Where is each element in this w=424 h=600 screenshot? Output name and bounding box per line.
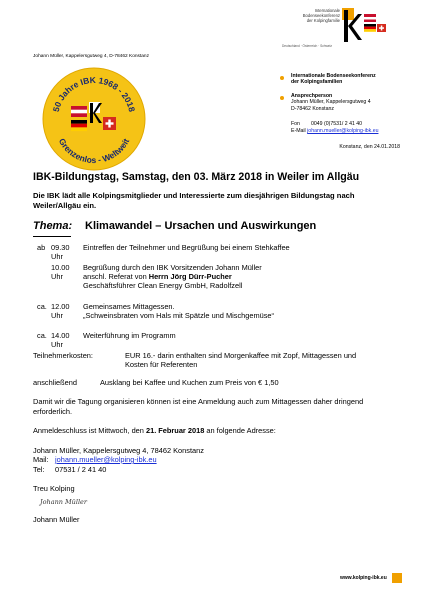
badge-top-text: 50 Jahre IBK 1968 - 2018 [50, 74, 138, 113]
org-bullet-icon [280, 76, 284, 80]
mail-link[interactable]: johann.mueller@kolping-ibk.eu [55, 455, 157, 464]
fon-value: 0049 (0)7531/ 2 41 40 [311, 121, 363, 127]
program-desc-line: Begrüßung durch den IBK Vorsitzenden Johann Müller [83, 263, 262, 272]
footer-url-text: www.kolping-ibk.eu [340, 575, 387, 581]
logo-line-1: Internationale [314, 8, 340, 13]
referat-prefix: anschl. Referat von [83, 272, 149, 282]
fon-label: Fon [291, 121, 300, 127]
program-prefix: ca. [37, 302, 47, 311]
footer-url[interactable] [340, 575, 387, 581]
anniversary-badge [41, 66, 147, 172]
contact-block [291, 93, 371, 112]
address-line: Johann Müller, Kappelersgutweg 4, 78462 Konstanz [33, 446, 204, 455]
logo-tagline: Deutschland · Österreich · Schweiz [282, 44, 332, 48]
thema-underline [33, 236, 71, 237]
after-text: Ausklang bei Kaffee und Kuchen zum Preis von € 1,50 [100, 378, 279, 387]
intro-text: Die IBK lädt alle Kolpingsmitglieder und Interessierte zum diesjährigen Bildungstag nach Weiler/Allgäu ein. [33, 191, 355, 210]
thema-label: Thema: [33, 220, 73, 232]
email-label: E-Mail [291, 128, 306, 134]
program-desc [83, 263, 413, 291]
contact-title: Ansprechperson [291, 93, 333, 99]
fee-label: Teilnehmerkosten: [33, 351, 93, 360]
tel-label: Tel: [33, 465, 45, 474]
deadline-prefix: Anmeldeschluss ist Mittwoch, den [33, 426, 146, 435]
program-desc-line [83, 272, 413, 281]
program-time: 10.00 Uhr [51, 263, 70, 282]
signature: Johann Müller [40, 498, 87, 506]
contact-name: Johann Müller, Kappelersgutweg 4 [291, 99, 371, 106]
deadline-line [33, 426, 276, 435]
email-row [291, 128, 378, 134]
logo-line-3: der Kolpingfamilie [306, 18, 340, 24]
org-title-line: Internationale Bodenseekonferenz [291, 73, 376, 79]
ibk-logo [278, 8, 398, 52]
logo-text [278, 8, 340, 24]
registration-note: Damit wir die Tagung organisieren können ist eine Anmeldung auch zum Mittagessen daher dringend erforderlich. [33, 397, 364, 416]
footer-bar [392, 573, 402, 583]
program-time: 14.00 Uhr [51, 331, 70, 350]
program-time: 09.30 Uhr [51, 243, 70, 262]
program-desc-line: „Schweinsbraten vom Hals mit Spätzle und Mischgemüse“ [83, 311, 275, 321]
tel-row [33, 465, 107, 474]
program-desc-line: Geschäftsführer Clean Energy GmbH, Radolfzell [83, 281, 243, 291]
org-title [291, 73, 376, 86]
program-prefix: ab [37, 243, 46, 252]
email-link[interactable]: johann.mueller@kolping-ibk.eu [307, 128, 379, 134]
kolping-k-flags-icon [342, 8, 388, 44]
logo-line-2: Bodenseekonferenz [302, 13, 340, 19]
program-desc [83, 302, 413, 320]
mail-row [33, 455, 157, 464]
deadline-date: 21. Februar 2018 [145, 426, 205, 435]
sender-line: Johann Müller, Kappelersgutweg 4, D-78462 Konstanz [33, 54, 149, 59]
program-time: 12.00 Uhr [51, 302, 70, 321]
program-desc: Weiterführung im Programm [83, 331, 176, 340]
program-prefix: ca. [37, 331, 47, 340]
page-title: IBK-Bildungstag, Samstag, den 03. März 2018 in Weiler im Allgäu [33, 171, 360, 183]
deadline-suffix: an folgende Adresse: [204, 426, 276, 435]
mail-label: Mail: [33, 455, 49, 464]
after-label: anschließend [33, 378, 77, 387]
org-sub-line: der Kolpingsfamilien [291, 79, 343, 86]
thema-value: Klimawandel – Ursachen und Auswirkungen [85, 220, 317, 232]
fee-text [125, 351, 415, 370]
fee-line: EUR 16.- darin enthalten sind Morgenkaffee mit Zopf, Mittagessen und [125, 351, 357, 360]
tel-value: 07531 / 2 41 40 [55, 465, 107, 474]
date-line: Konstanz, den 24.01.2018 [339, 144, 400, 150]
fon-row [291, 121, 363, 127]
program-desc-line: Gemeinsames Mittagessen. [83, 302, 175, 311]
program-desc: Eintreffen der Teilnehmer und Begrüßung bei einem Stehkaffee [83, 243, 290, 252]
badge-bottom-text: Grenzenlos - Weltweit [56, 136, 132, 166]
speaker-name: Herrn Jörg Dürr-Pucher [148, 272, 232, 282]
closing: Treu Kolping [33, 484, 75, 493]
signer-name: Johann Müller [33, 515, 80, 524]
contact-city: D-78462 Konstanz [291, 105, 334, 112]
fee-line: Kosten für Referenten [125, 360, 198, 370]
contact-bullet-icon [280, 96, 284, 100]
